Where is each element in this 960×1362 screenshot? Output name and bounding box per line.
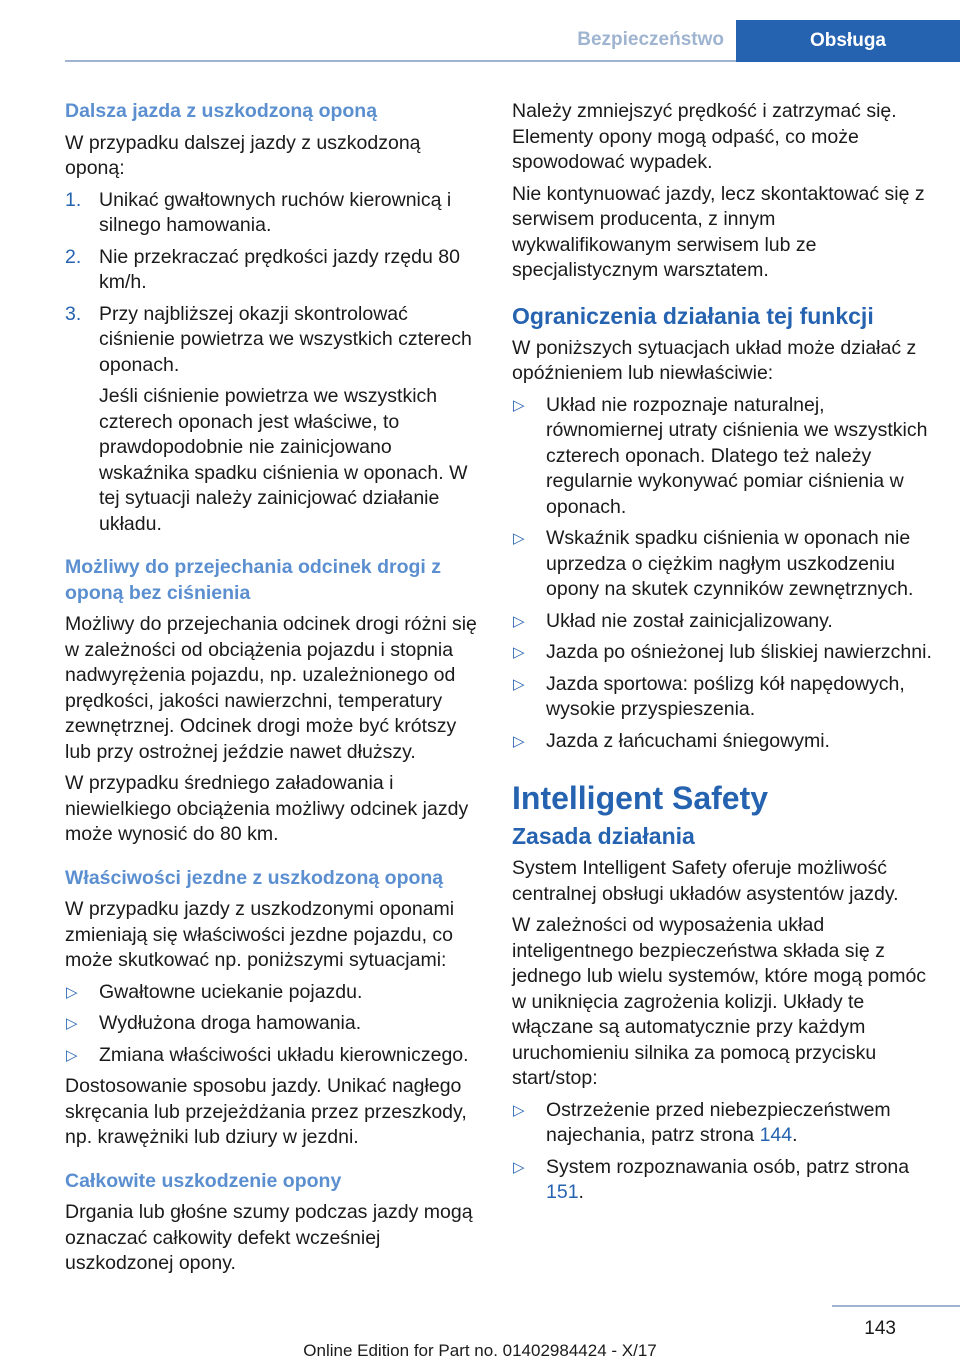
list-text: Jazda sportowa: poślizg kół napędowych, wysokie przyspieszenia.: [546, 672, 905, 720]
triangle-bullet-icon: ▷: [513, 675, 525, 693]
heading-limitations: Ograniczenia działania tej funkcji: [512, 302, 874, 329]
triangle-bullet-icon: ▷: [66, 1046, 78, 1064]
triangle-bullet-icon: ▷: [513, 530, 525, 547]
paragraph: Dostosowanie sposobu jazdy. Unikać nagłego skręcania lub przejeżdżania przez przeszkody, np. krawężniki lub dziury w jezdni.: [65, 1075, 467, 1148]
list-text: Unikać gwałtownych ruchów kierownicą i silnego hamowania.: [99, 188, 452, 236]
paragraph: System Intelligent Safety oferuje możliwość centralnej obsługi układów asystentów jazdy.: [512, 857, 899, 905]
paragraph: W przypadku dalszej jazdy z uszkodzoną oponą:: [65, 131, 421, 179]
triangle-bullet-icon: ▷: [513, 396, 525, 414]
list-text: System rozpoznawania osób, patrz strona: [546, 1155, 910, 1178]
triangle-bullet-icon: ▷: [513, 644, 525, 661]
triangle-bullet-icon: ▷: [66, 1015, 78, 1032]
list-text: Wskaźnik spadku ciśnienia w oponach nie uprzedza o ciężkim nagłym uszkodzeniu opony na skutek czynników zewnętrznych.: [546, 527, 914, 600]
list-text: Wydłużona droga hamowania.: [99, 1012, 362, 1034]
list-item: [512, 672, 932, 723]
heading-continue-driving: Dalsza jazda z uszkodzoną oponą: [65, 100, 378, 122]
list-number: 3.: [65, 302, 82, 325]
paragraph: W zależności od wyposażenia układ inteligentnego bezpieczeństwa składa się z jednego lub wielu systemów, które mogą pomóc w uniknięcia zagrożenia kolizji. Układy te włączane są automatycznie przy każdym uruchomieniu silnika za pomocą przycisku start/stop:: [512, 914, 927, 1089]
list-number: 2.: [65, 245, 82, 268]
triangle-bullet-icon: ▷: [513, 732, 525, 750]
list-item: [65, 188, 480, 239]
left-column: [65, 99, 480, 1283]
page-link[interactable]: 144: [759, 1124, 793, 1146]
list-item: [512, 526, 932, 603]
list-text: Układ nie rozpoznaje naturalnej, równomiernej utraty ciśnienia we wszystkich czterech oponach. Dlatego też należy regularnie wykonywać pomiar ciśnienia w oponach.: [546, 393, 928, 518]
list-text: Nie przekraczać prędkości jazdy rzędu 80 km/h.: [99, 245, 460, 293]
edition-note: Online Edition for Part no. 01402984424 - X/17: [303, 1341, 657, 1360]
paragraph: Możliwy do przejechania odcinek drogi różni się w zależności od obciążenia pojazdu i stopnia nadwyrężenia pojazdu, np. uzależnionego od prędkości, jakości nawierzchni, temperatury zewnętrznej. Odcinek drogi może być krótszy lub przy ostrożnej jeździe nawet dłuższy.: [65, 613, 477, 763]
list-text: Ostrzeżenie przed niebezpieczeństwem najechania, patrz strona: [546, 1098, 891, 1146]
list-item: [65, 245, 480, 296]
list-text: Gwałtowne uciekanie pojazdu.: [99, 980, 363, 1003]
list-item: [512, 1155, 932, 1206]
paragraph: W przypadku średniego załadowania i niewielkiego obciążenia możliwy odcinek jazdy może wynosić do 80 km.: [65, 772, 469, 845]
paragraph: W przypadku jazdy z uszkodzonymi oponami zmieniają się właściwości jezdne pojazdu, co może skutkować np. poniższymi sytuacjami:: [65, 898, 455, 971]
right-column: [512, 99, 932, 1212]
list-text: Układ nie został zainicjalizowany.: [546, 609, 833, 632]
list-extra-text: Jeśli ciśnienie powietrza we wszystkich czterech oponach jest właściwe, to prawdopodobnie nie zainicjowano wskaźnika spadku ciśnienia w oponach. W tej sytuacji należy zainicjować działanie układu.: [99, 385, 468, 535]
list-item: [65, 1043, 480, 1069]
list-item: [512, 393, 932, 521]
reference-list: [512, 1098, 932, 1206]
heading-principle: Zasada działania: [512, 823, 695, 849]
paragraph: Należy zmniejszyć prędkość i zatrzymać się. Elementy opony mogą odpaść, co może spowodować wypadek.: [512, 100, 897, 173]
list-item: [65, 1011, 480, 1037]
heading-total-damage: Całkowite uszkodzenie opony: [65, 1169, 342, 1192]
list-item: [512, 1098, 932, 1149]
triangle-bullet-icon: ▷: [513, 1158, 525, 1176]
triangle-bullet-icon: ▷: [66, 983, 78, 1001]
triangle-bullet-icon: ▷: [513, 1101, 525, 1119]
page-link[interactable]: 151: [546, 1181, 579, 1203]
list-text: Przy najbliższej okazji skontrolować ciśnienie powietrza we wszystkich czterech oponach.: [99, 302, 472, 376]
list-item: [512, 609, 932, 635]
list-text-end: .: [792, 1124, 798, 1146]
list-text-end: .: [578, 1181, 584, 1203]
header-section[interactable]: Bezpieczeństwo: [577, 29, 724, 50]
list-item: [512, 640, 932, 666]
list-number: 1.: [65, 188, 82, 211]
list-text: Zmiana właściwości układu kierowniczego.: [99, 1043, 469, 1066]
paragraph: Nie kontynuować jazdy, lecz skontaktować się z serwisem producenta, z innym wykwalifikowanym serwisem lub ze specjalistycznym warsztatem.: [512, 182, 925, 281]
list-item: [512, 729, 932, 755]
list-text: Jazda po ośnieżonej lub śliskiej nawierzchni.: [546, 641, 932, 663]
page-number: 143: [864, 1318, 896, 1339]
numbered-list: [65, 188, 480, 538]
bullet-list: [512, 393, 932, 755]
paragraph: W poniższych sytuacjach układ może działać z opóźnieniem lub niewłaściwie:: [512, 336, 917, 384]
triangle-bullet-icon: ▷: [513, 612, 525, 630]
header-tab[interactable]: Obsługa: [736, 20, 960, 62]
heading-driving-properties: Właściwości jezdne z uszkodzoną oponą: [65, 866, 444, 889]
chapter-title: Intelligent Safety: [512, 780, 769, 816]
list-item: [65, 302, 480, 538]
list-item: [65, 980, 480, 1006]
paragraph: Drgania lub głośne szumy podczas jazdy mogą oznaczać całkowity defekt wcześniej uszkodzonej opony.: [65, 1201, 473, 1274]
footer-rule: [832, 1305, 960, 1307]
bullet-list: [65, 980, 480, 1069]
list-text: Jazda z łańcuchami śniegowymi.: [546, 729, 830, 752]
heading-range: Możliwy do przejechania odcinek drogi z oponą bez ciśnienia: [65, 556, 441, 604]
